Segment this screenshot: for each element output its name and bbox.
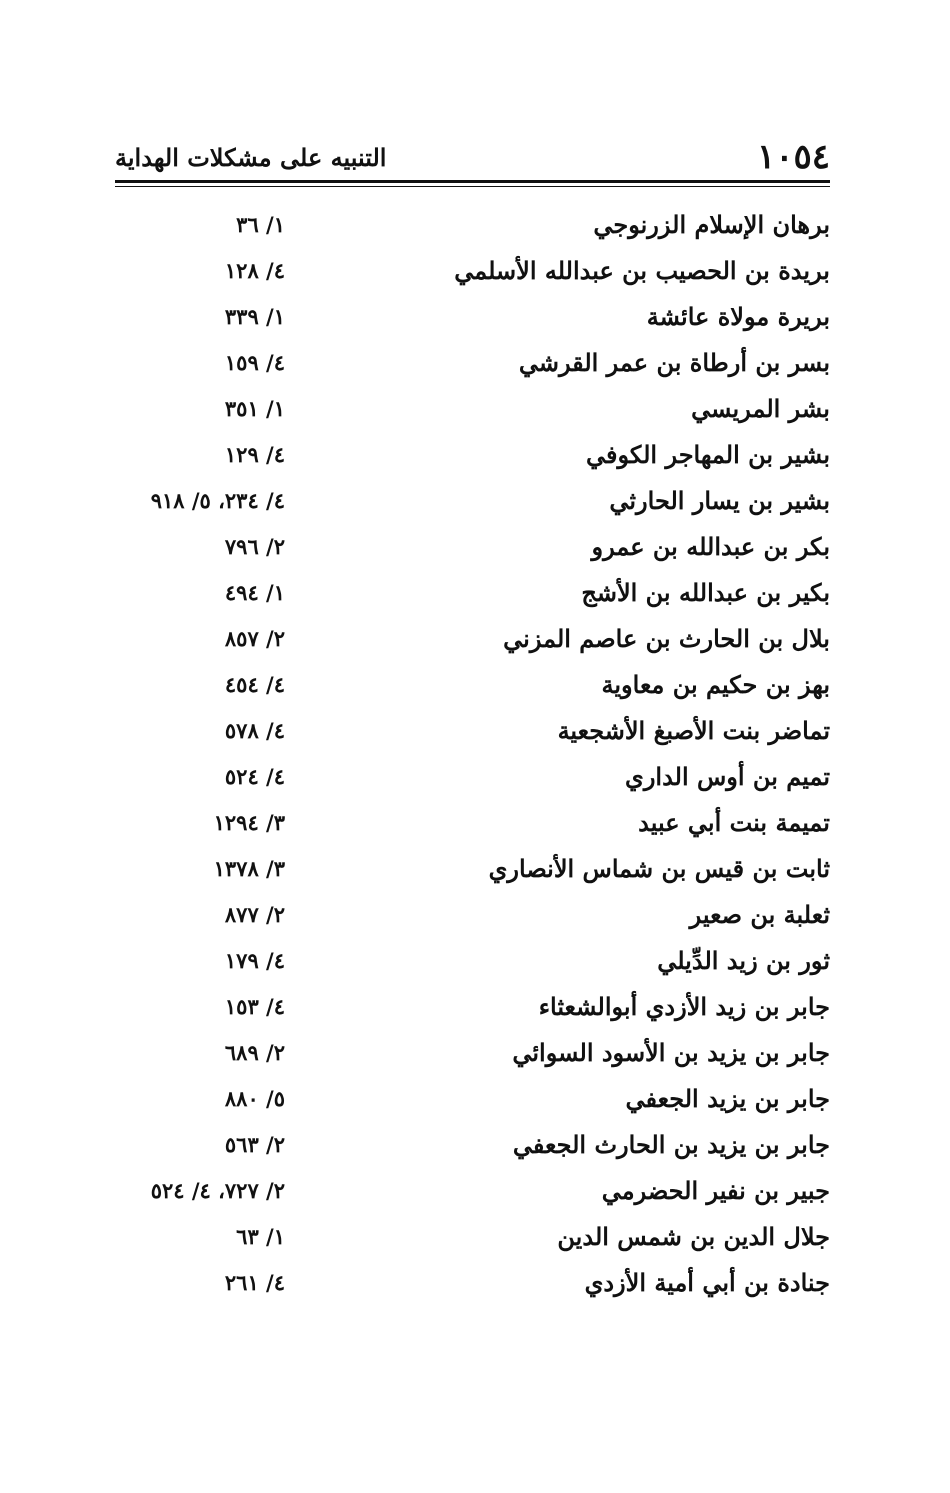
entry-reference: ٢/ ٧٢٧، ٤/ ٥٢٤: [150, 1178, 285, 1203]
entry-name: ثابت بن قيس بن شماس الأنصاري: [488, 854, 830, 883]
index-entry: [115, 432, 830, 478]
entry-reference: ٢/ ٦٨٩: [224, 1040, 285, 1065]
entry-name: تماضر بنت الأصبغ الأشجعية: [557, 716, 830, 745]
entry-name: جابر بن زيد الأزدي أبوالشعثاء: [538, 992, 830, 1021]
entry-reference: ٣/ ١٣٧٨: [213, 856, 285, 881]
entry-reference: ٤/ ٥٧٨: [224, 718, 285, 743]
header-rule-thin: [115, 186, 830, 187]
entry-name: جابر بن يزيد الجعفي: [625, 1084, 830, 1113]
index-entry: [115, 984, 830, 1030]
entry-reference: ٢/ ٧٩٦: [224, 534, 285, 559]
entry-reference: ٢/ ٨٧٧: [224, 902, 285, 927]
entry-name: جابر بن يزيد بن الأسود السوائي: [512, 1038, 830, 1067]
entry-name: جبير بن نفير الحضرمي: [601, 1176, 830, 1205]
index-entry: [115, 892, 830, 938]
index-entry: [115, 846, 830, 892]
index-entry: [115, 1214, 830, 1260]
entry-name: بلال بن الحارث بن عاصم المزني: [503, 624, 830, 653]
index-entry: [115, 340, 830, 386]
entry-name: جابر بن يزيد بن الحارث الجعفي: [512, 1130, 830, 1159]
entry-reference: ١/ ٦٣: [236, 1224, 285, 1249]
entry-reference: ٤/ ١٧٩: [224, 948, 285, 973]
entry-reference: ٤/ ١٢٩: [224, 442, 285, 467]
entry-reference: ٤/ ٢٣٤، ٥/ ٩١٨: [150, 488, 285, 513]
entry-reference: ٤/ ٥٢٤: [224, 764, 285, 789]
entry-name: بشر المريسي: [691, 394, 830, 423]
index-entry: [115, 1030, 830, 1076]
index-entry: [115, 294, 830, 340]
index-entry: [115, 1260, 830, 1306]
entry-reference: ٣/ ١٢٩٤: [213, 810, 285, 835]
entry-name: بكير بن عبدالله بن الأشج: [581, 578, 830, 607]
index-entry: [115, 754, 830, 800]
entry-name: بشير بن المهاجر الكوفي: [585, 440, 830, 469]
book-title: التنبيه على مشكلات الهداية: [115, 143, 387, 172]
entry-name: بكر بن عبدالله بن عمرو: [591, 532, 830, 561]
index-entry: [115, 1076, 830, 1122]
running-header: [115, 135, 830, 180]
entry-reference: ٤/ ١٥٩: [224, 350, 285, 375]
index-entry: [115, 524, 830, 570]
entry-reference: ٤/ ٢٦١: [224, 1270, 285, 1295]
index-entry: [115, 478, 830, 524]
entry-name: جنادة بن أبي أمية الأزدي: [584, 1268, 830, 1297]
index-entry: [115, 202, 830, 248]
index-entry: [115, 386, 830, 432]
page-number: ١٠٥٤: [756, 137, 830, 177]
entry-name: ثور بن زيد الدِّيلي: [657, 946, 830, 975]
index-entry: [115, 800, 830, 846]
index-entry: [115, 616, 830, 662]
entry-reference: ٢/ ٨٥٧: [224, 626, 285, 651]
entry-name: بريرة مولاة عائشة: [646, 302, 830, 331]
index-list: [115, 202, 830, 1306]
entry-reference: ٤/ ٤٥٤: [224, 672, 285, 697]
entry-reference: ١/ ٤٩٤: [224, 580, 285, 605]
entry-name: جلال الدين بن شمس الدين: [557, 1222, 830, 1251]
entry-name: بسر بن أرطاة بن عمر القرشي: [518, 348, 830, 377]
index-entry: [115, 708, 830, 754]
entry-name: برهان الإسلام الزرنوجي: [593, 210, 830, 239]
entry-name: بريدة بن الحصيب بن عبدالله الأسلمي: [454, 256, 830, 285]
entry-reference: ٤/ ١٢٨: [224, 258, 285, 283]
index-entry: [115, 1168, 830, 1214]
entry-reference: ١/ ٣٥١: [224, 396, 285, 421]
index-entry: [115, 662, 830, 708]
index-entry: [115, 1122, 830, 1168]
entry-name: بهز بن حكيم بن معاوية: [601, 670, 830, 699]
entry-name: بشير بن يسار الحارثي: [609, 486, 830, 515]
index-entry: [115, 248, 830, 294]
entry-reference: ١/ ٣٣٩: [224, 304, 285, 329]
entry-name: تميم بن أوس الداري: [625, 762, 830, 791]
entry-name: تميمة بنت أبي عبيد: [638, 808, 830, 837]
entry-reference: ٤/ ١٥٣: [224, 994, 285, 1019]
index-entry: [115, 570, 830, 616]
entry-reference: ١/ ٣٦: [236, 212, 285, 237]
entry-reference: ٢/ ٥٦٣: [224, 1132, 285, 1157]
header-rule-thick: [115, 180, 830, 183]
index-entry: [115, 938, 830, 984]
entry-name: ثعلبة بن صعير: [689, 900, 830, 929]
entry-reference: ٥/ ٨٨٠: [224, 1086, 285, 1111]
